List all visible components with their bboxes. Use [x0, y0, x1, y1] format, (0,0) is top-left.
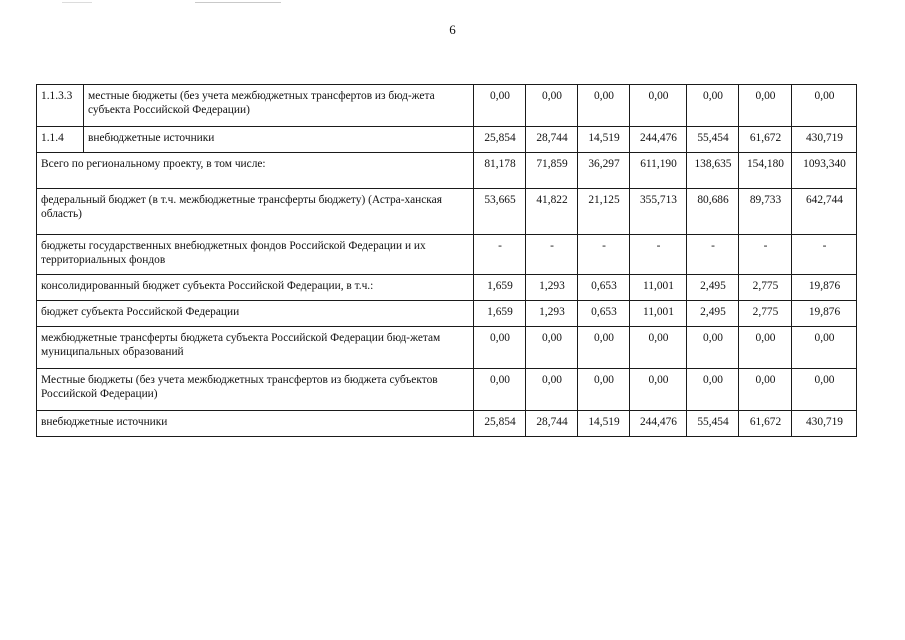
row-label: бюджеты государственных внебюджетных фондов Российской Федерации и их территориальных фондов	[37, 235, 474, 275]
row-label: внебюджетные источники	[84, 127, 474, 153]
value-cell: 355,713	[630, 189, 687, 235]
value-cell: 81,178	[474, 153, 526, 189]
value-cell: 1,659	[474, 275, 526, 301]
value-cell: 0,00	[687, 85, 739, 127]
value-cell: 0,00	[578, 85, 630, 127]
value-cell: -	[687, 235, 739, 275]
value-cell: 2,775	[739, 301, 792, 327]
value-cell: 0,00	[578, 327, 630, 369]
value-cell: 2,495	[687, 301, 739, 327]
value-cell: 80,686	[687, 189, 739, 235]
table-row	[37, 327, 857, 369]
row-label: бюджет субъекта Российской Федерации	[37, 301, 474, 327]
value-cell: 138,635	[687, 153, 739, 189]
value-cell: 0,00	[630, 85, 687, 127]
value-cell: 244,476	[630, 127, 687, 153]
value-cell: 0,00	[526, 327, 578, 369]
value-cell: 0,653	[578, 301, 630, 327]
value-cell: 1093,340	[792, 153, 857, 189]
table-row	[37, 369, 857, 411]
scan-artifact-line	[195, 2, 281, 3]
value-cell: 0,653	[578, 275, 630, 301]
value-cell: 0,00	[792, 327, 857, 369]
value-cell: 55,454	[687, 411, 739, 437]
budget-table	[36, 84, 857, 437]
value-cell: 19,876	[792, 301, 857, 327]
value-cell: -	[578, 235, 630, 275]
value-cell: 11,001	[630, 275, 687, 301]
value-cell: 0,00	[578, 369, 630, 411]
value-cell: 0,00	[739, 369, 792, 411]
value-cell: 21,125	[578, 189, 630, 235]
value-cell: 430,719	[792, 411, 857, 437]
value-cell: 1,293	[526, 275, 578, 301]
row-label: межбюджетные трансферты бюджета субъекта Российской Федерации бюд-жетам муниципальных образований	[37, 327, 474, 369]
row-code: 1.1.3.3	[37, 85, 84, 127]
table-row	[37, 411, 857, 437]
table-row-total	[37, 153, 857, 189]
value-cell: 642,744	[792, 189, 857, 235]
value-cell: 0,00	[630, 369, 687, 411]
value-cell: 1,293	[526, 301, 578, 327]
value-cell: 55,454	[687, 127, 739, 153]
value-cell: 0,00	[739, 85, 792, 127]
value-cell: 0,00	[792, 369, 857, 411]
value-cell: 0,00	[687, 369, 739, 411]
value-cell: 0,00	[474, 327, 526, 369]
value-cell: 0,00	[739, 327, 792, 369]
value-cell: -	[792, 235, 857, 275]
value-cell: 61,672	[739, 127, 792, 153]
row-label: внебюджетные источники	[37, 411, 474, 437]
value-cell: 25,854	[474, 411, 526, 437]
value-cell: 36,297	[578, 153, 630, 189]
value-cell: 14,519	[578, 411, 630, 437]
value-cell: 154,180	[739, 153, 792, 189]
value-cell: 14,519	[578, 127, 630, 153]
value-cell: 19,876	[792, 275, 857, 301]
value-cell: 0,00	[474, 85, 526, 127]
value-cell: 25,854	[474, 127, 526, 153]
value-cell: 0,00	[474, 369, 526, 411]
value-cell: 53,665	[474, 189, 526, 235]
value-cell: 11,001	[630, 301, 687, 327]
row-label: Всего по региональному проекту, в том числе:	[37, 153, 474, 189]
value-cell: 0,00	[630, 327, 687, 369]
row-label: федеральный бюджет (в т.ч. межбюджетные трансферты бюджету) (Астра-ханская область)	[37, 189, 474, 235]
value-cell: 1,659	[474, 301, 526, 327]
value-cell: 61,672	[739, 411, 792, 437]
row-label: консолидированный бюджет субъекта Российской Федерации, в т.ч.:	[37, 275, 474, 301]
value-cell: 28,744	[526, 411, 578, 437]
value-cell: 2,495	[687, 275, 739, 301]
value-cell: 0,00	[526, 369, 578, 411]
table-row	[37, 275, 857, 301]
value-cell: 2,775	[739, 275, 792, 301]
row-label: Местные бюджеты (без учета межбюджетных трансфертов из бюджета субъектов Российской Федерации)	[37, 369, 474, 411]
row-code: 1.1.4	[37, 127, 84, 153]
value-cell: 611,190	[630, 153, 687, 189]
value-cell: 0,00	[687, 327, 739, 369]
row-label: местные бюджеты (без учета межбюджетных трансфертов из бюд-жета субъекта Российской Федерации)	[84, 85, 474, 127]
value-cell: 89,733	[739, 189, 792, 235]
value-cell: -	[630, 235, 687, 275]
table-row	[37, 235, 857, 275]
value-cell: 71,859	[526, 153, 578, 189]
value-cell: -	[474, 235, 526, 275]
table-row	[37, 127, 857, 153]
value-cell: 244,476	[630, 411, 687, 437]
value-cell: 28,744	[526, 127, 578, 153]
table-row	[37, 301, 857, 327]
value-cell: 0,00	[526, 85, 578, 127]
page-number: 6	[449, 22, 456, 37]
value-cell: 0,00	[792, 85, 857, 127]
table-row	[37, 85, 857, 127]
value-cell: -	[739, 235, 792, 275]
value-cell: 41,822	[526, 189, 578, 235]
value-cell: -	[526, 235, 578, 275]
table-row	[37, 189, 857, 235]
scan-artifact-line	[62, 2, 92, 3]
value-cell: 430,719	[792, 127, 857, 153]
